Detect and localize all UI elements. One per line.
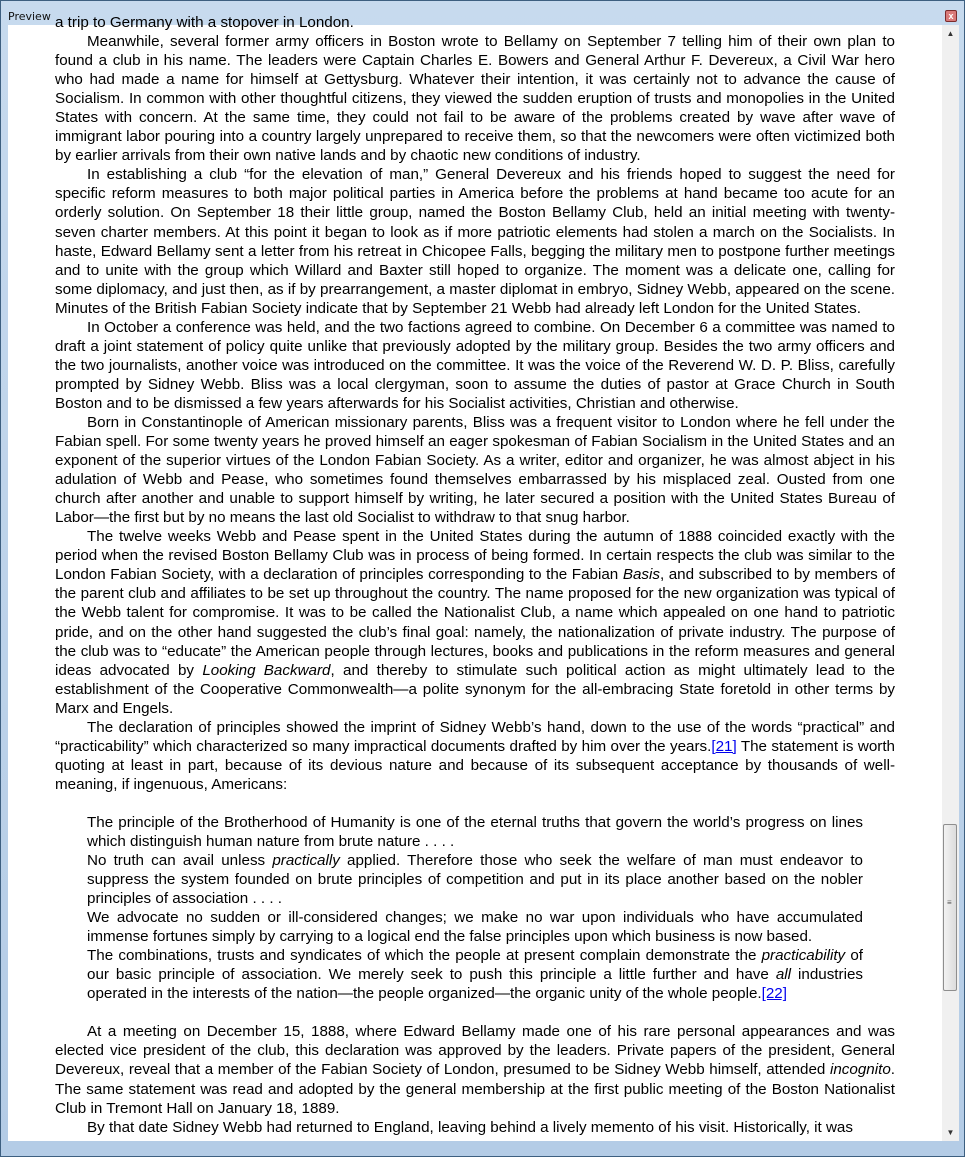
emphasis: all	[775, 966, 792, 984]
scroll-up-button[interactable]	[942, 25, 959, 42]
quote-paragraph: The principle of the Brotherhood of Humanity is one of the eternal truths that govern the world’s progress on lines which distinguish human nature from brute nature . . . .	[87, 813, 863, 850]
text: industries operated in the interests of the nation—the people organized—the organic unity of the whole people.	[87, 966, 863, 1003]
vertical-scrollbar[interactable]	[942, 25, 959, 1141]
footnote-link-21[interactable]: [21]	[711, 737, 737, 755]
grip-icon: ≡	[947, 898, 952, 907]
window-title: Preview	[8, 10, 51, 23]
emphasis: Looking Backward	[202, 661, 331, 679]
arrow-up-icon: ▲	[946, 29, 955, 38]
paragraph: Born in Constantinople of American missionary parents, Bliss was a frequent visitor to London where he fell under the Fabian spell. For some twenty years he proved himself an eager spokesman of Fabian Socialism in the United States and an exponent of the superior virtues of the London Fabian Society. As a writer, editor and organizer, he was almost abject in his adulation of Webb and Pease, who sometimes found themselves embarrassed by his misplaced zeal. Ousted from one church after another and unable to support himself by writing, he later secured a position with the United States Bureau of Labor—the first but by no means the last old Socialist to withdraw to that snug harbor.	[55, 413, 895, 527]
paragraph	[55, 527, 895, 717]
paragraph-partial-bottom: By that date Sidney Webb had returned to England, leaving behind a lively memento of his visit. Historically, it was	[87, 1118, 853, 1136]
text: , and thereby to stimulate such political action as might ultimately lead to the establishment of the Cooperative Commonwealth—a polite synonym for the all-embracing State foretold in other terms by Marx and Engels.	[55, 661, 896, 717]
emphasis: practically	[272, 852, 340, 870]
paragraph-partial-top: a trip to Germany with a stopover in London.	[55, 14, 354, 31]
emphasis: practicability	[761, 947, 846, 965]
arrow-down-icon: ▼	[946, 1128, 955, 1137]
paragraph: In establishing a club “for the elevation of man,” General Devereux and his friends hoped to suggest the need for specific reform measures to both major political parties in America before the problems at hand became too acute for an orderly solution. On September 18 their little group, named the Boston Bellamy Club, held an initial meeting with twenty-seven charter members. At this point it began to look as if more patriotic elements had stolen a march on the Socialists. In haste, Edward Bellamy sent a letter from his retreat in Chicopee Falls, begging the military men to postpone further meetings and to unite with the group which Willard and Baxter still hoped to organize. The moment was a delicate one, calling for some diplomacy, and just then, as if by prearrangement, a master diplomat in embryo, Sidney Webb, appeared on the scene. Minutes of the British Fabian Society indicate that by September 21 Webb had already left London for the United States.	[55, 166, 895, 317]
text: . The same statement was read and adopted by the general membership at the first public meeting of the Boston Nationalist Club in Tremont Hall on January 18, 1889.	[55, 1061, 895, 1117]
paragraph	[55, 718, 895, 794]
scrollbar-thumb[interactable]	[943, 824, 957, 991]
paragraph: In October a conference was held, and the two factions agreed to combine. On December 6 a committee was named to draft a joint statement of policy quite unlike that previously adopted by the military group. Besides the two army officers and the two journalists, another voice was introduced on the committee. It was the voice of the Reverend W. D. P. Bliss, carefully prompted by Sidney Webb. Bliss was a local clergyman, soon to assume the duties of pastor at Grace Church in South Boston and to be dismissed a few years afterwards for his Socialist activities, Christian and otherwise.	[55, 318, 895, 412]
scroll-down-button[interactable]	[942, 1124, 959, 1141]
block-quote	[87, 813, 863, 1003]
text: The twelve weeks Webb and Pease spent in the United States during the autumn of 1888 coincided exactly with the period when the revised Boston Bellamy Club was in process of being formed. In certain respects the club was similar to the London Fabian Society, with a declaration of principles corresponding to the Fabian	[55, 528, 895, 584]
quote-paragraph	[87, 946, 863, 1003]
quote-paragraph: We advocate no sudden or ill-considered changes; we make no war upon individuals who have accumulated immense fortunes simply by carrying to a logical end the false principles upon which business is now based.	[87, 909, 863, 946]
paragraph: Meanwhile, several former army officers in Boston wrote to Bellamy on September 7 telling him of their own plan to found a club in his name. The leaders were Captain Charles E. Bowers and General Arthur F. Devereux, a Civil War hero who had made a name for himself at Gettysburg. Whatever their intention, it was certainly not to advance the cause of Socialism. In common with other thoughtful citizens, they viewed the sudden eruption of trusts and monopolies in the United States with concern. At the same time, they could not fail to be aware of the problems created by wave after wave of immigrant labor pouring into a country largely unprepared to receive them, so that the newcomers were often victimized both by earlier arrivals from their own native lands and by chaotic new conditions of industry.	[55, 33, 895, 165]
text: The declaration of principles showed the imprint of Sidney Webb’s hand, down to the use of the words “practical” and “practicability” which characterized so many impractical documents drafted by him over the years.	[55, 718, 895, 755]
close-icon: x	[948, 11, 954, 21]
document-body	[55, 13, 895, 1137]
emphasis: Basis	[622, 566, 660, 584]
text: No truth can avail unless	[87, 852, 273, 870]
text: of our basic principle of association. We merely seek to push this principle a little further and have	[87, 947, 863, 984]
quote-paragraph	[87, 851, 863, 908]
text: applied. Therefore those who seek the welfare of man must endeavor to suppress the system founded on brute principles of competition and put in its place another based on the nobler principles of association . . . .	[87, 852, 863, 908]
footnote-link-22[interactable]: [22]	[761, 985, 787, 1003]
text: At a meeting on December 15, 1888, where Edward Bellamy made one of his rare personal appearances and was elected vice president of the club, this declaration was approved by the leaders. Private papers of the president, General Devereux, reveal that a member of the Fabian Society of London, presumed to be Sidney Webb himself, attended	[55, 1023, 895, 1079]
text: The statement is worth quoting at least in part, because of its devious nature and because of its subsequent acceptance by thousands of well-meaning, if ingenuous, Americans:	[55, 737, 895, 793]
emphasis: incognito	[829, 1061, 891, 1079]
text: , and subscribed to by members of the parent club and affiliates to be set up throughout the country. The name proposed for the new organization was typical of the Webb talent for compromise. It was to be called the Nationalist Club, a name which appealed on one hand to patriotic pride, and on the other hand suggested the club’s final goal: namely, the nationalization of private industry. The purpose of the club was to “educate” the American people through lectures, books and publications in the reform measures and general ideas advocated by	[55, 566, 895, 679]
text: The combinations, trusts and syndicates of which the people at present complain demonstrate the	[87, 947, 762, 965]
paragraph	[55, 1022, 895, 1117]
close-button[interactable]	[945, 10, 957, 22]
